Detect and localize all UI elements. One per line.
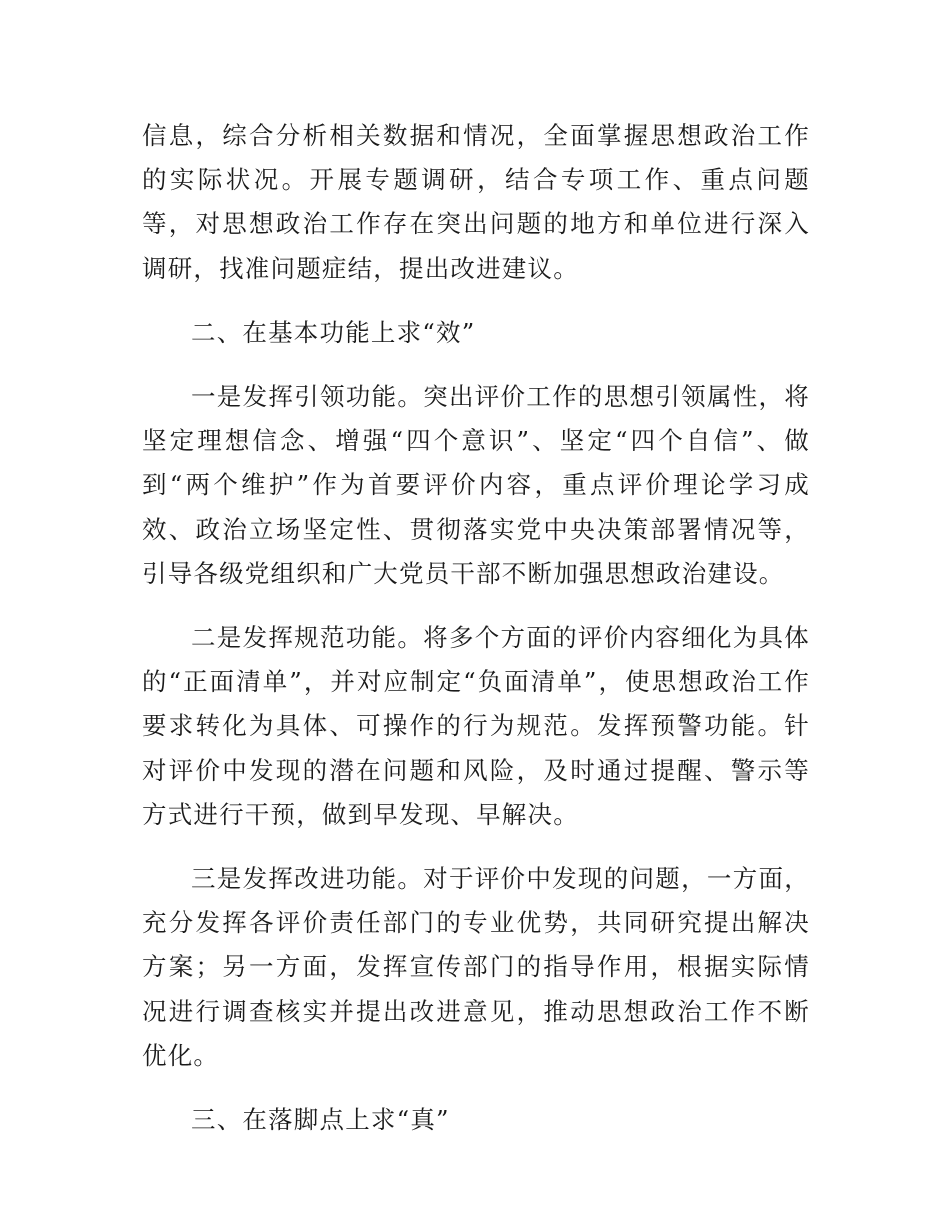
- section-heading-3: 三、在落脚点上求“真”: [191, 1105, 450, 1135]
- paragraph-continued: 信息，综合分析相关数据和情况，全面掌握思想政治工作的实际状况。开展专题调研，结合专项工作、重点问题等，对思想政治工作存在突出问题的地方和单位进行深入调研，找准问题症结，提出改进建议。: [142, 121, 810, 283]
- document-body: [142, 114, 810, 1162]
- paragraph-improvement-function: 三是发挥改进功能。对于评价中发现的问题，一方面，充分发挥各评价责任部门的专业优势，共同研究提出解决方案；另一方面，发挥宣传部门的指导作用，根据实际情况进行调查核实并提出改进意见，推动思想政治工作不断优化。: [142, 864, 810, 1070]
- section-heading-2: 二、在基本功能上求“效”: [191, 317, 476, 347]
- paragraph-norm-function: 二是发挥规范功能。将多个方面的评价内容细化为具体的“正面清单”，并对应制定“负面清单”，使思想政治工作要求转化为具体、可操作的行为规范。发挥预警功能。针对评价中发现的潜在问题和风险，及时通过提醒、警示等方式进行干预，做到早发现、早解决。: [142, 623, 810, 829]
- paragraph-guidance-function: 一是发挥引领功能。突出评价工作的思想引领属性，将坚定理想信念、增强“四个意识”、坚定“四个自信”、做到“两个维护”作为首要评价内容，重点评价理论学习成效、政治立场坚定性、贯彻落实党中央决策部署情况等，引导各级党组织和广大党员干部不断加强思想政治建设。: [142, 382, 810, 588]
